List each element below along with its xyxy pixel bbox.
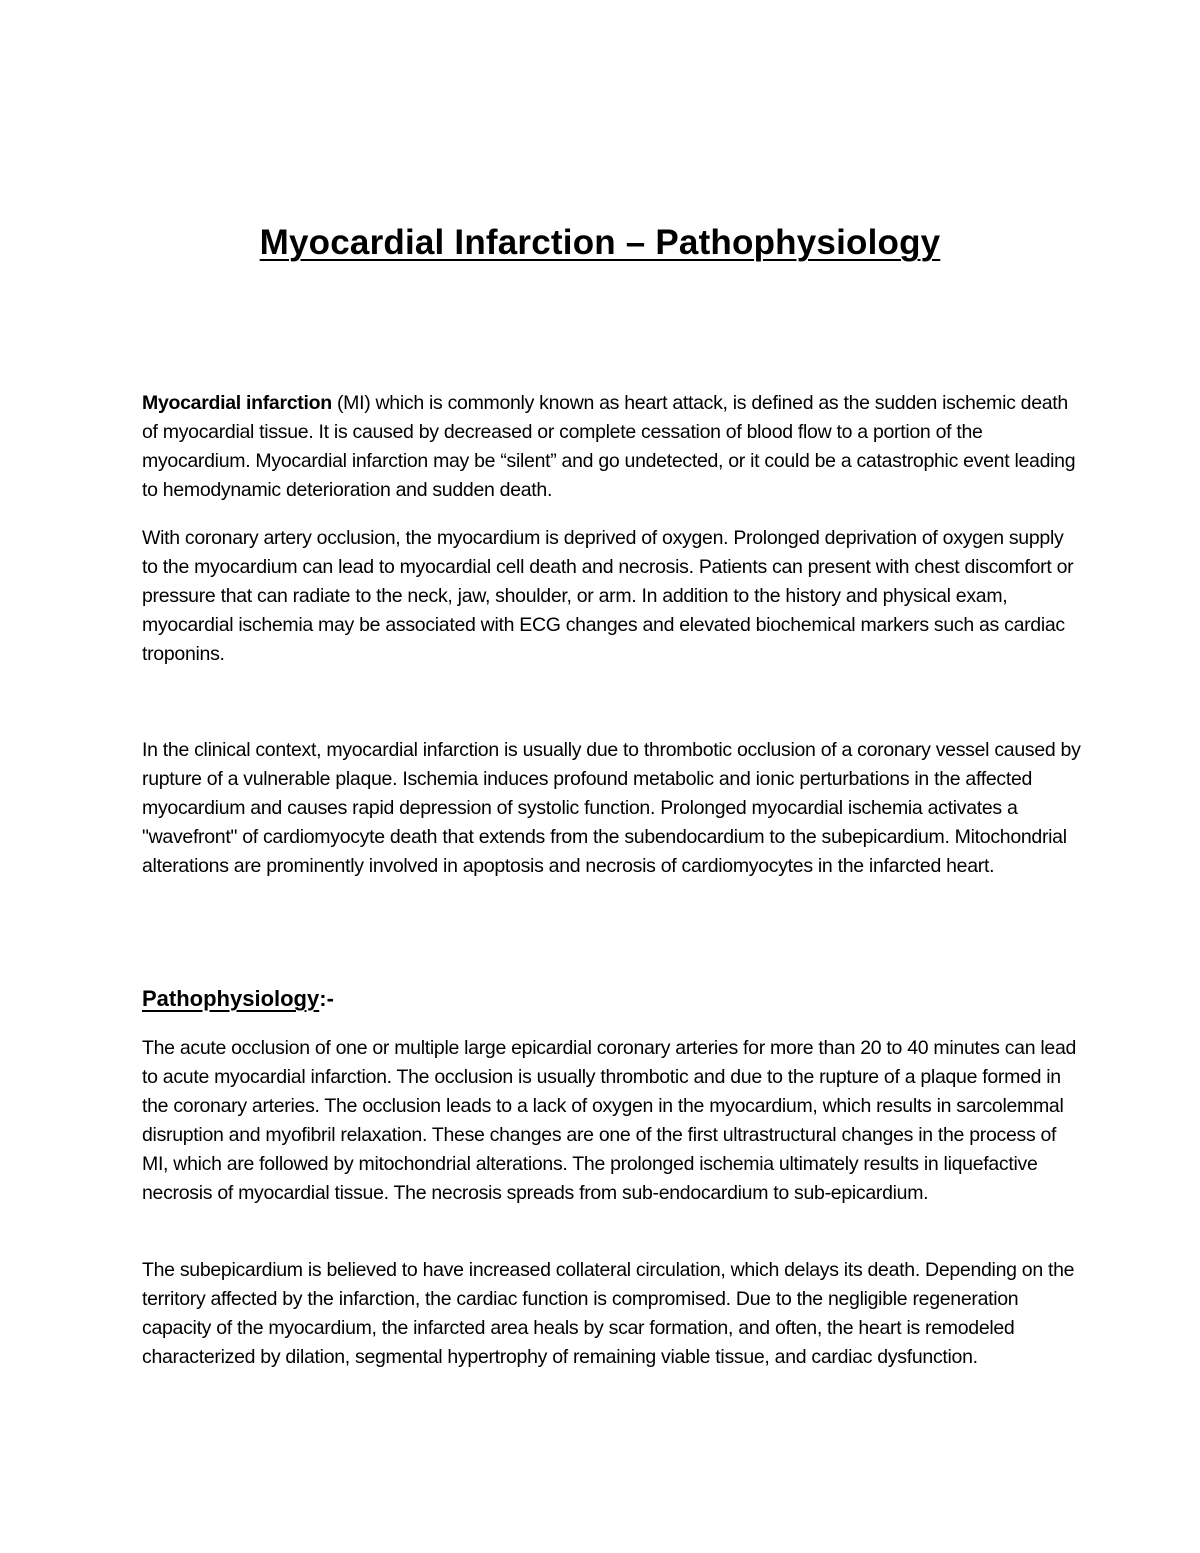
section-heading-suffix: :- (319, 986, 334, 1011)
section-heading (142, 983, 334, 1015)
document-title-text: Myocardial Infarction – Pathophysiology (259, 223, 941, 262)
paragraph-occlusion: With coronary artery occlusion, the myocardium is deprived of oxygen. Prolonged deprivation of oxygen supply to the myocardium can lead to myocardial cell death and necrosis. Patients can present with chest discomfort or pressure that can radiate to the neck, jaw, shoulder, or arm. In addition to the history and physical exam, myocardial ischemia may be associated with ECG changes and elevated biochemical markers such as cardiac troponins. (142, 527, 1074, 665)
paragraph-acute-occlusion: The acute occlusion of one or multiple large epicardial coronary arteries for more than 20 to 40 minutes can lead to acute myocardial infarction. The occlusion is usually thrombotic and due to the rupture of a plaque formed in the coronary arteries. The occlusion leads to a lack of oxygen in the myocardium, which results in sarcolemmal disruption and myofibril relaxation. These changes are one of the first ultrastructural changes in the process of MI, which are followed by mitochondrial alterations. The prolonged ischemia ultimately results in liquefactive necrosis of myocardial tissue. The necrosis spreads from sub-endocardium to sub-epicardium. (142, 1037, 1077, 1204)
intro-paragraph (142, 389, 1082, 505)
paragraph-clinical-context: In the clinical context, myocardial infarction is usually due to thrombotic occlusion of a coronary vessel caused by rupture of a vulnerable plaque. Ischemia induces profound metabolic and ionic perturbations in the affected myocardium and causes rapid depression of systolic function. Prolonged myocardial ischemia activates a "wavefront" of cardiomyocyte death that extends from the subendocardium to the subepicardium. Mitochondrial alterations are prominently involved in apoptosis and necrosis of cardiomyocytes in the infarcted heart. (142, 739, 1081, 877)
section-heading-word: Pathophysiology (142, 986, 320, 1011)
intro-text: (MI) which is commonly known as heart attack, is defined as the sudden ischemic death of myocardial tissue. It is caused by decreased or complete cessation of blood flow to a portion of the myocardium. Myocardial infarction may be “silent” and go undetected, or it could be a catastrophic event leading to hemodynamic deterioration and sudden death. (142, 392, 1076, 501)
document-title (0, 218, 1200, 268)
paragraph-subepicardium: The subepicardium is believed to have increased collateral circulation, which delays its death. Depending on the territory affected by the infarction, the cardiac function is compromised. Due to the negligible regeneration capacity of the myocardium, the infarcted area heals by scar formation, and often, the heart is remodeled characterized by dilation, segmental hypertrophy of remaining viable tissue, and cardiac dysfunction. (142, 1259, 1075, 1368)
intro-lead-term: Myocardial infarction (142, 392, 332, 414)
